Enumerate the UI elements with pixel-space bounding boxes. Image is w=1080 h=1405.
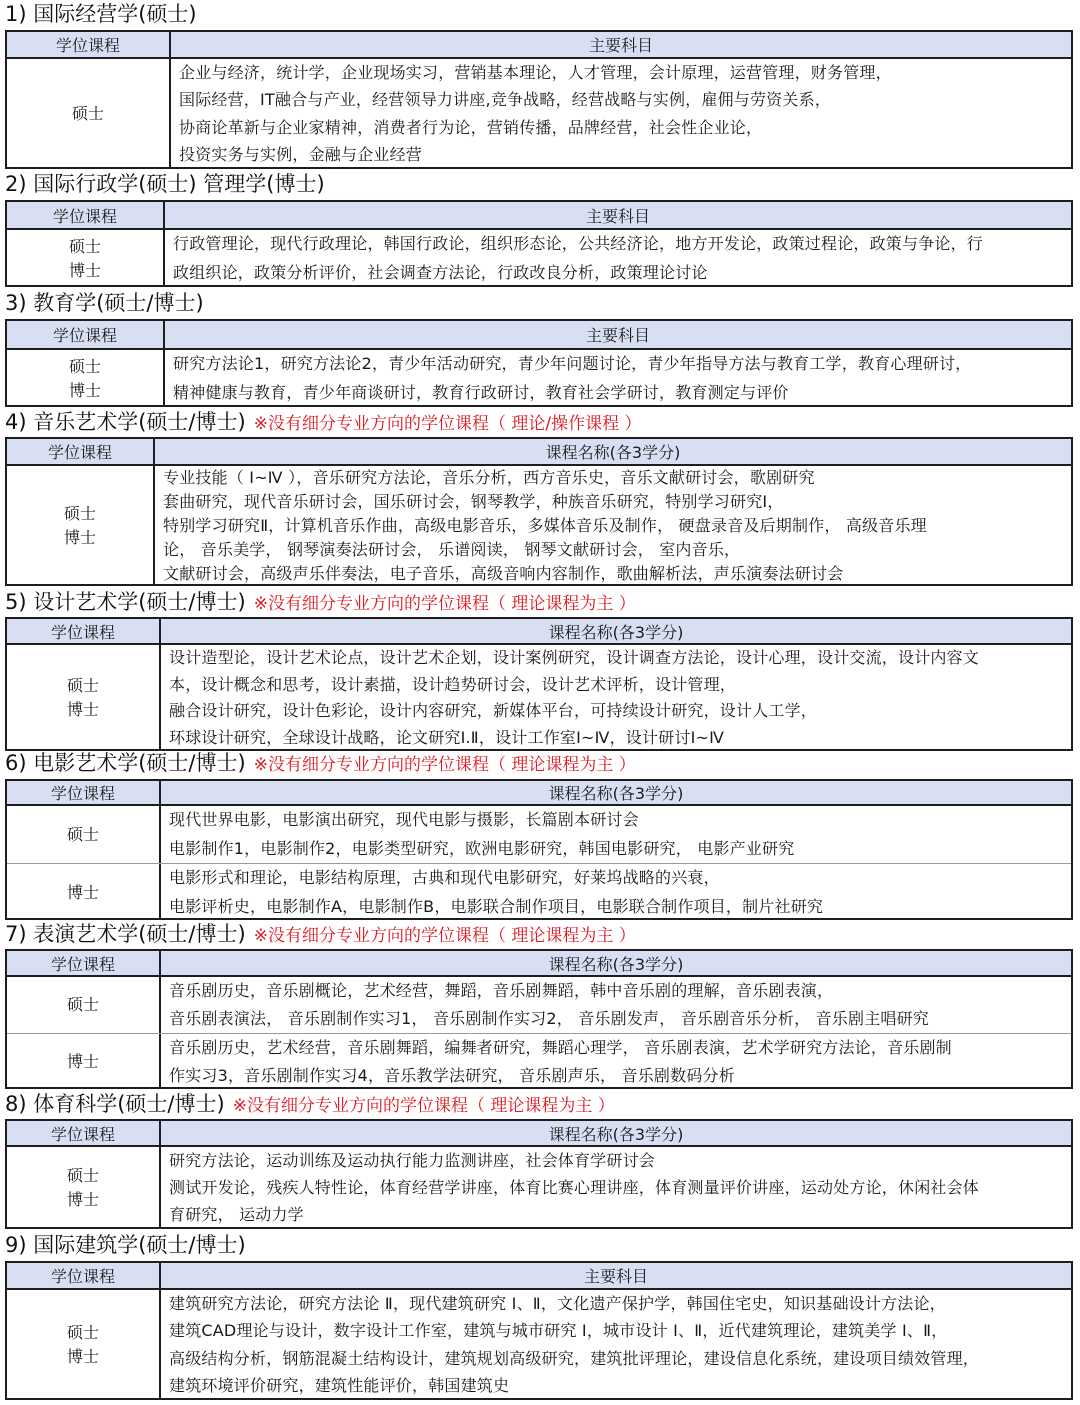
degree-cell bbox=[7, 1147, 161, 1229]
table-row bbox=[7, 806, 1071, 863]
section-note: ※没有细分专业方向的学位课程（ 理论课程为主 ） bbox=[232, 1096, 615, 1116]
subject-list bbox=[169, 1147, 1069, 1229]
subject-list bbox=[169, 806, 1069, 863]
table-row bbox=[7, 1147, 1071, 1229]
subject-line: 政组织论，政策分析评价，社会调查方法论，行政改良分析，政策理论讨论 bbox=[173, 262, 708, 282]
degree-label: 博士 bbox=[63, 528, 96, 547]
subject-line: 电影评析史，电影制作A，电影制作B，电影联合制作项目，电影联合制作项目，制片社研究 bbox=[169, 896, 824, 916]
subject-line: 套曲研究，现代音乐研讨会，国乐研讨会，钢琴教学，种族音乐研究，特别学习研究Ⅰ， bbox=[163, 492, 784, 511]
degree-cell bbox=[7, 466, 155, 586]
header-subject-label: 课程名称(各3学分) bbox=[548, 954, 684, 974]
degree-label: 硕士 bbox=[66, 824, 99, 844]
section-note: ※没有细分专业方向的学位课程（ 理论课程为主 ） bbox=[253, 594, 636, 614]
table-header bbox=[7, 781, 1071, 806]
degree-label: 硕士 bbox=[66, 1166, 99, 1185]
header-subject-label: 课程名称(各3学分) bbox=[548, 622, 684, 642]
section-note: ※没有细分专业方向的学位课程（ 理论/操作课程 ） bbox=[253, 414, 642, 434]
table-row bbox=[7, 59, 1071, 169]
subject-line: 企业与经济，统计学，企业现场实习，营销基本理论，人才管理，会计原理，运营管理，财务管理， bbox=[179, 62, 892, 82]
subject-line: 建筑环境评价研究，建筑性能评价，韩国建筑史 bbox=[169, 1376, 510, 1396]
header-degree-label: 学位课程 bbox=[7, 202, 165, 228]
section-note: ※没有细分专业方向的学位课程（ 理论课程为主 ） bbox=[253, 755, 636, 775]
degree-label: 硕士 bbox=[63, 504, 96, 523]
section-title-text: 2) 国际行政学(硕士) 管理学(博士) bbox=[5, 172, 325, 196]
table-header bbox=[7, 619, 1071, 645]
subject-list bbox=[179, 59, 1069, 169]
subject-list bbox=[169, 1034, 1069, 1089]
degree-cell bbox=[7, 806, 161, 863]
section-title bbox=[5, 920, 636, 950]
degree-label: 硕士 bbox=[66, 1323, 99, 1342]
section-title-text: 4) 音乐艺术学(硕士/博士) bbox=[5, 410, 246, 434]
section-note: ※没有细分专业方向的学位课程（ 理论课程为主 ） bbox=[253, 926, 636, 946]
header-degree-label: 学位课程 bbox=[7, 1263, 161, 1288]
table-row bbox=[7, 863, 1071, 920]
subject-line: 国际经营，IT融合与产业，经营领导力讲座,竞争战略，经营战略与实例，雇佣与劳资关系， bbox=[179, 90, 831, 110]
degree-label: 硕士 bbox=[71, 104, 104, 123]
section-title-text: 8) 体育科学(硕士/博士) bbox=[5, 1092, 225, 1116]
section-title-text: 1) 国际经营学(硕士) bbox=[5, 2, 197, 26]
subject-line: 行政管理论，现代行政理论，韩国行政论，组织形态论，公共经济论，地方开发论，政策过程论，政策与争论，行 bbox=[173, 234, 984, 254]
subject-line: 电影形式和理论，电影结构原理，古典和现代电影研究，好莱坞战略的兴衰， bbox=[169, 868, 720, 888]
course-table bbox=[5, 319, 1073, 407]
section-title bbox=[5, 1090, 615, 1120]
degree-label: 博士 bbox=[66, 1052, 99, 1071]
subject-line: 建筑CAD理论与设计，数字设计工作室，建筑与城市研究 Ⅰ，城市设计 Ⅰ、Ⅱ，近代建筑理论，建筑美学 Ⅰ、Ⅱ， bbox=[169, 1321, 948, 1341]
course-table bbox=[5, 949, 1073, 1089]
subject-line: 设计造型论，设计艺术论点，设计艺术企划，设计案例研究，设计调查方法论，设计心理，设计交流，设计内容文 bbox=[169, 648, 980, 668]
degree-label: 硕士 bbox=[68, 236, 101, 256]
header-degree-label: 学位课程 bbox=[7, 781, 161, 804]
course-table bbox=[5, 200, 1073, 287]
degree-label: 博士 bbox=[66, 700, 99, 719]
subject-list bbox=[173, 350, 1069, 407]
subject-line: 本，设计概念和思考，设计素描，设计趋势研讨会，设计艺术评析，设计管理， bbox=[169, 674, 737, 694]
header-subject-label: 主要科目 bbox=[583, 1267, 648, 1286]
subject-line: 文献研讨会，高级声乐伴奏法，电子音乐，高级音响内容制作，歌曲解析法，声乐演奏法研讨会 bbox=[163, 564, 844, 583]
table-header bbox=[7, 439, 1071, 466]
header-subject-label: 课程名称(各3学分) bbox=[548, 1124, 684, 1144]
degree-label: 博士 bbox=[66, 1347, 99, 1366]
subject-line: 现代世界电影，电影演出研究，现代电影与摄影，长篇剧本研讨会 bbox=[169, 810, 639, 830]
table-row bbox=[7, 1290, 1071, 1400]
section-title-text: 6) 电影艺术学(硕士/博士) bbox=[5, 751, 246, 775]
header-degree-label: 学位课程 bbox=[7, 321, 165, 348]
table-row bbox=[7, 1033, 1071, 1089]
course-table bbox=[5, 1261, 1073, 1400]
subject-list bbox=[169, 977, 1069, 1033]
subject-line: 精神健康与教育，青少年商谈研讨，教育行政研讨，教育社会学研讨，教育测定与评价 bbox=[173, 382, 789, 402]
course-table bbox=[5, 437, 1073, 586]
header-degree-label: 学位课程 bbox=[7, 619, 161, 643]
degree-label: 硕士 bbox=[66, 995, 99, 1014]
subject-list bbox=[169, 1290, 1069, 1400]
section-title bbox=[5, 408, 641, 438]
degree-label: 博士 bbox=[68, 260, 101, 280]
subject-line: 音乐剧历史，音乐剧概论，艺术经营，舞蹈，音乐剧舞蹈，韩中音乐剧的理解，音乐剧表演， bbox=[169, 981, 834, 1000]
degree-cell bbox=[7, 59, 171, 169]
subject-line: 专业技能（ Ⅰ~Ⅳ ），音乐研究方法论，音乐分析，西方音乐史，音乐文献研讨会，歌剧研究 bbox=[163, 468, 815, 487]
header-degree-label: 学位课程 bbox=[7, 32, 171, 57]
section-title-text: 5) 设计艺术学(硕士/博士) bbox=[5, 590, 246, 614]
table-header bbox=[7, 951, 1071, 977]
subject-line: 音乐剧历史，艺术经营，音乐剧舞蹈，编舞者研究，舞蹈心理学， 音乐剧表演，艺术学研究方法论，音乐剧制 bbox=[169, 1038, 952, 1057]
course-table bbox=[5, 779, 1073, 920]
subject-line: 测试开发论，残疾人特性论，体育经营学讲座，体育比赛心理讲座，体育测量评价讲座，运动处方论，休闲社会体 bbox=[169, 1177, 980, 1197]
table-row bbox=[7, 230, 1071, 287]
subject-list bbox=[173, 230, 1069, 287]
table-row bbox=[7, 977, 1071, 1033]
degree-cell bbox=[7, 645, 161, 751]
section-title bbox=[5, 170, 325, 198]
subject-line: 电影制作1，电影制作2，电影类型研究，欧洲电影研究，韩国电影研究， 电影产业研究 bbox=[169, 838, 795, 858]
header-degree-label: 学位课程 bbox=[7, 951, 161, 975]
degree-cell bbox=[7, 230, 165, 287]
subject-line: 融合设计研究，设计色彩论，设计内容研究，新媒体平台，可持续设计研究，设计人工学， bbox=[169, 701, 818, 721]
subject-line: 研究方法论，运动训练及运动执行能力监测讲座，社会体育学研讨会 bbox=[169, 1150, 656, 1170]
degree-cell bbox=[7, 350, 165, 407]
course-table bbox=[5, 30, 1073, 169]
section-title bbox=[5, 749, 636, 779]
course-table bbox=[5, 617, 1073, 751]
section-title bbox=[5, 1231, 246, 1259]
subject-list bbox=[163, 466, 1069, 586]
degree-label: 硕士 bbox=[66, 676, 99, 695]
section-title bbox=[5, 0, 197, 28]
table-row bbox=[7, 645, 1071, 751]
subject-line: 投资实务与实例，金融与企业经营 bbox=[179, 145, 423, 165]
subject-line: 论， 音乐美学， 钢琴演奏法研讨会， 乐谱阅读， 钢琴文献研讨会， 室内音乐， bbox=[163, 540, 741, 559]
subject-line: 研究方法论1，研究方法论2，青少年活动研究，青少年问题讨论，青少年指导方法与教育工学，教育心理研讨， bbox=[173, 354, 972, 374]
table-row bbox=[7, 466, 1071, 586]
degree-label: 博士 bbox=[68, 380, 101, 400]
subject-line: 高级结构分析，钢筋混凝土结构设计，建筑规划高级研究，建筑批评理论，建设信息化系统，建设项目绩效管理， bbox=[169, 1348, 980, 1368]
subject-line: 特别学习研究Ⅱ，计算机音乐作曲，高级电影音乐，多媒体音乐及制作， 硬盘录音及后期制作， 高级音乐理 bbox=[163, 516, 927, 535]
degree-cell bbox=[7, 864, 161, 920]
header-subject-label: 课程名称(各3学分) bbox=[545, 443, 681, 462]
subject-list bbox=[169, 864, 1069, 920]
header-subject-label: 课程名称(各3学分) bbox=[548, 784, 684, 803]
course-table bbox=[5, 1119, 1073, 1229]
subject-line: 环球设计研究，全球设计战略，论文研究Ⅰ.Ⅱ，设计工作室Ⅰ~Ⅳ，设计研讨Ⅰ~Ⅳ bbox=[169, 727, 725, 747]
table-header bbox=[7, 32, 1071, 59]
section-title-text: 3) 教育学(硕士/博士) bbox=[5, 291, 204, 315]
degree-cell bbox=[7, 1290, 161, 1400]
table-header bbox=[7, 321, 1071, 350]
header-subject-label: 主要科目 bbox=[585, 206, 650, 226]
header-subject-label: 主要科目 bbox=[588, 36, 653, 55]
table-header bbox=[7, 202, 1071, 230]
degree-label: 博士 bbox=[66, 882, 99, 902]
degree-cell bbox=[7, 977, 161, 1033]
subject-line: 建筑研究方法论，研究方法论 Ⅱ，现代建筑研究 Ⅰ、Ⅱ，文化遗产保护学，韩国住宅史，知识基础设计方法论， bbox=[169, 1293, 946, 1313]
header-degree-label: 学位课程 bbox=[7, 439, 155, 464]
degree-label: 硕士 bbox=[68, 356, 101, 376]
section-title bbox=[5, 588, 636, 618]
subject-line: 作实习3，音乐剧制作实习4，音乐教学法研究， 音乐剧声乐， 音乐剧数码分析 bbox=[169, 1066, 735, 1085]
subject-line: 音乐剧表演法， 音乐剧制作实习1， 音乐剧制作实习2， 音乐剧发声， 音乐剧音乐分析， 音乐剧主唱研究 bbox=[169, 1009, 929, 1028]
header-degree-label: 学位课程 bbox=[7, 1121, 161, 1145]
section-title-text: 9) 国际建筑学(硕士/博士) bbox=[5, 1233, 246, 1257]
section-title bbox=[5, 289, 204, 317]
subject-line: 协商论革新与企业家精神，消费者行为论，营销传播，品牌经营，社会性企业论， bbox=[179, 117, 763, 137]
subject-line: 育研究， 运动力学 bbox=[169, 1205, 304, 1225]
table-header bbox=[7, 1121, 1071, 1147]
section-title-text: 7) 表演艺术学(硕士/博士) bbox=[5, 922, 246, 946]
degree-label: 博士 bbox=[66, 1190, 99, 1209]
table-row bbox=[7, 350, 1071, 407]
subject-list bbox=[169, 645, 1069, 751]
header-subject-label: 主要科目 bbox=[585, 326, 650, 345]
table-header bbox=[7, 1263, 1071, 1290]
degree-cell bbox=[7, 1034, 161, 1089]
